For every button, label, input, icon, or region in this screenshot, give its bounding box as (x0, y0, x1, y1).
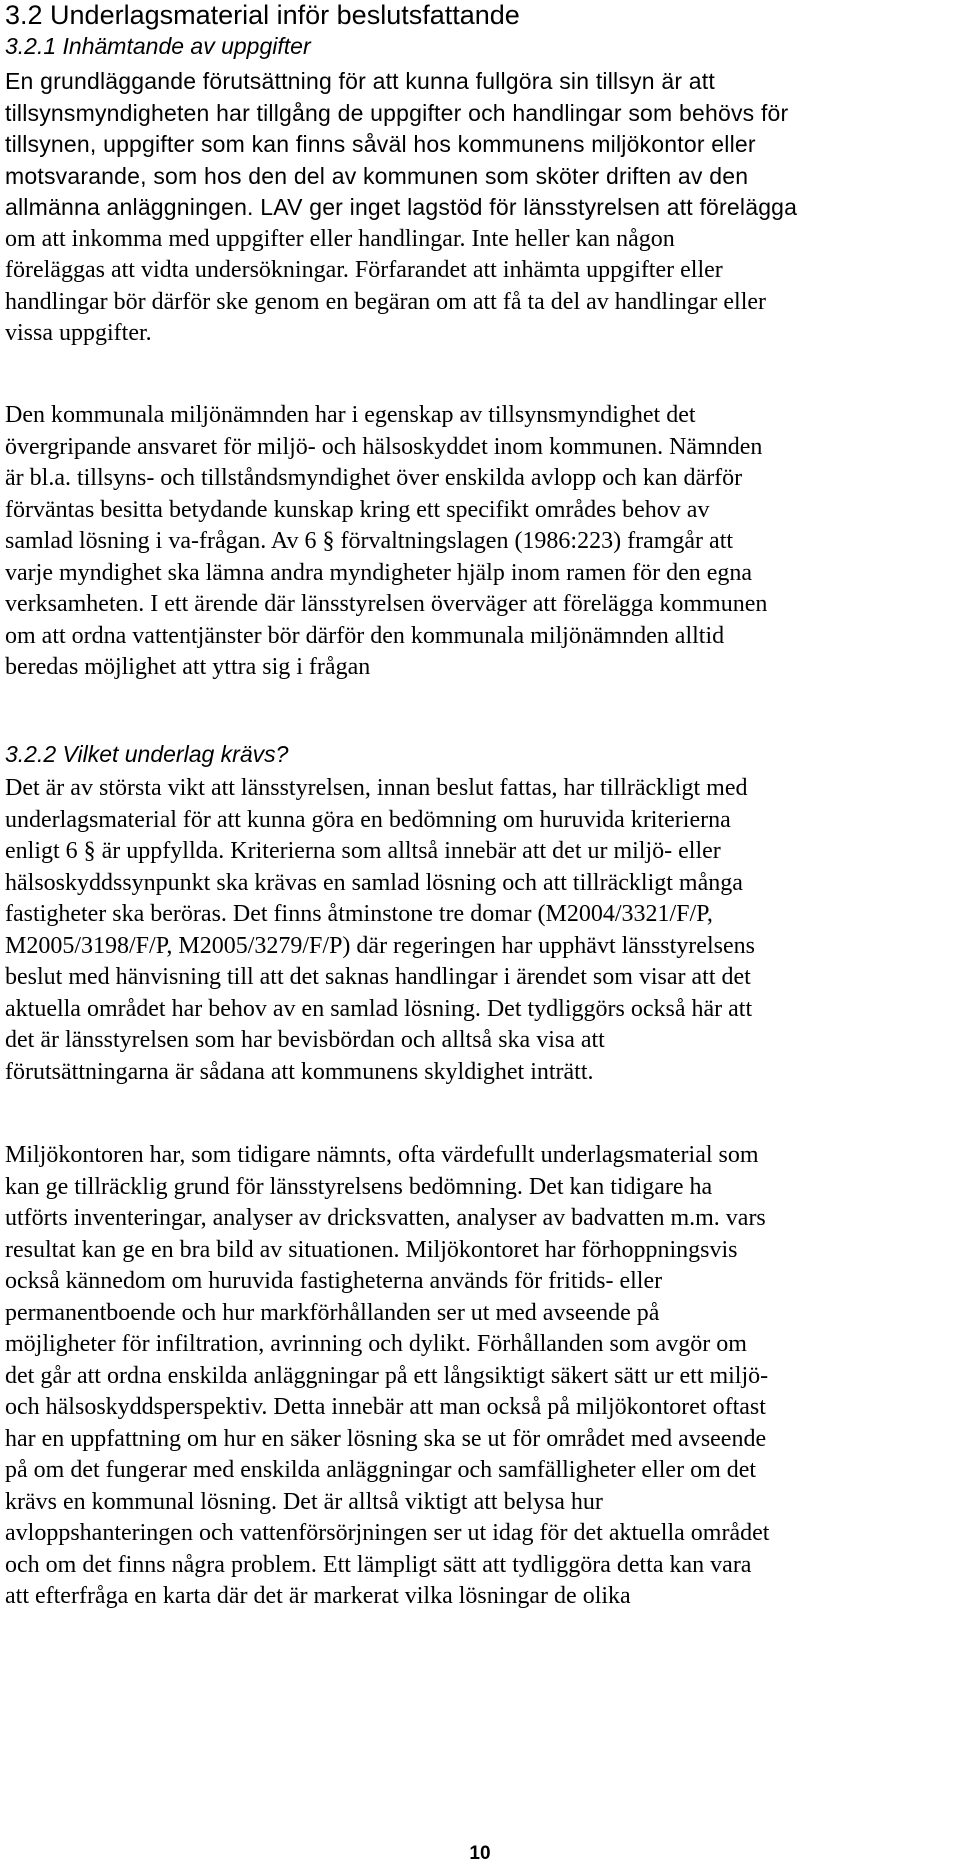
text-line: varje myndighet ska lämna andra myndigheter hjälp inom ramen för den egna (5, 559, 753, 586)
text-line: Den kommunala miljönämnden har i egenskap av tillsynsmyndighet det (5, 402, 696, 428)
text-line: resultat kan ge en bra bild av situationen. Miljökontoret har förhoppningsvis (5, 1236, 738, 1263)
page-number: 10 (469, 1843, 491, 1864)
text-line: tillsynen, uppgifter som kan finns såväl hos kommunens miljökontor eller (5, 131, 756, 157)
text-line: M2005/3198/F/P, M2005/3279/F/P) där regeringen har upphävt länsstyrelsens (5, 932, 755, 959)
text-line: föreläggas att vidta undersökningar. Förfarandet att inhämta uppgifter eller (5, 257, 723, 283)
text-line: handlingar bör därför ske genom en begäran om att få ta del av handlingar eller (5, 288, 767, 315)
section-heading: 3.2 Underlagsmaterial inför beslutsfattande (5, 0, 520, 30)
text-line: fastigheter ska beröras. Det finns åtminstone tre domar (M2004/3321/F/P, (5, 901, 713, 927)
text-line: det går att ordna enskilda anläggningar på ett långsiktigt säkert sätt ur ett miljö- (5, 1362, 769, 1389)
text-line: är bl.a. tillsyns- och tillståndsmyndighet över enskilda avlopp och kan därför (5, 465, 743, 491)
text-line: Det är av största vikt att länsstyrelsen, innan beslut fattas, har tillräckligt med (5, 775, 748, 801)
text-line: förutsättningarna är sådana att kommunens skyldighet inträtt. (5, 1058, 594, 1085)
text-line: Miljökontoren har, som tidigare nämnts, ofta värdefullt underlagsmaterial som (5, 1142, 759, 1168)
text-line: att efterfråga en karta där det är markerat vilka lösningar de olika (5, 1583, 631, 1609)
text-line: på om det fungerar med enskilda anläggningar och samfälligheter eller om det (5, 1457, 757, 1483)
text-line: det är länsstyrelsen som har bevisbördan och alltså ska visa att (5, 1027, 605, 1053)
text-line: En grundläggande förutsättning för att kunna fullgöra sin tillsyn är att (5, 68, 715, 94)
text-line: beslut med hänvisning till att det saknas handlingar i ärendet som visar att det (5, 964, 751, 990)
text-line: enligt 6 § är uppfyllda. Kriterierna som alltså innebär att det ur miljö- eller (5, 838, 721, 864)
text-line: vissa uppgifter. (5, 320, 152, 346)
text-line: och hälsoskyddsperspektiv. Detta innebär att man också på miljökontoret oftast (5, 1394, 766, 1420)
text-line: tillsynsmyndigheten har tillgång de uppgifter och handlingar som behövs för (5, 99, 789, 126)
subsection-2-heading: 3.2.2 Vilket underlag krävs? (5, 741, 289, 767)
text-line: avloppshanteringen och vattenförsörjningen ser ut idag för det aktuella området (5, 1520, 770, 1546)
subsection-1-paragraph-1 (5, 66, 797, 350)
text-line: har en uppfattning om hur en säker lösning ska se ut för området med avseende (5, 1425, 767, 1452)
text-line: och om det finns några problem. Ett lämpligt sätt att tydliggöra detta kan vara (5, 1551, 752, 1578)
text-line: övergripande ansvaret för miljö- och hälsoskyddet inom kommunen. Nämnden (5, 433, 763, 460)
text-line: samlad lösning i va-frågan. Av 6 § förvaltningslagen (1986:223) framgår att (5, 528, 734, 554)
text-line: förväntas besitta betydande kunskap kring ett specifikt områdes behov av (5, 496, 710, 523)
text-line: hälsoskyddssynpunkt ska krävas en samlad lösning och att tillräckligt många (5, 869, 743, 896)
text-line: om att inkomma med uppgifter eller handlingar. Inte heller kan någon (5, 225, 675, 252)
text-line: verksamheten. I ett ärende där länsstyrelsen överväger att förelägga kommunen (5, 591, 768, 617)
subsection-2-paragraph-2 (5, 1140, 769, 1613)
text-line: allmänna anläggningen. LAV ger inget lagstöd för länsstyrelsen att förelägga (5, 194, 798, 220)
text-line: beredas möjlighet att yttra sig i frågan (5, 654, 371, 680)
subsection-2-paragraph-1 (5, 773, 755, 1088)
text-line: aktuella området har behov av en samlad lösning. Det tydliggörs också här att (5, 995, 753, 1022)
text-line: kan ge tillräcklig grund för länsstyrelsens bedömning. Det kan tidigare ha (5, 1173, 713, 1200)
text-line: motsvarande, som hos den del av kommunen som sköter driften av den (5, 162, 749, 189)
text-line: permanentboende och hur markförhållanden ser ut med avseende på (5, 1299, 660, 1326)
subsection-1-heading: 3.2.1 Inhämtande av uppgifter (5, 33, 311, 59)
text-line: krävs en kommunal lösning. Det är alltså viktigt att belysa hur (5, 1488, 603, 1515)
text-line: utförts inventeringar, analyser av dricksvatten, analyser av badvatten m.m. vars (5, 1205, 766, 1231)
text-line: också kännedom om huruvida fastigheterna används för fritids- eller (5, 1268, 663, 1294)
text-line: underlagsmaterial för att kunna göra en bedömning om huruvida kriterierna (5, 806, 731, 833)
subsection-1-paragraph-2 (5, 400, 767, 684)
text-line: möjligheter för infiltration, avrinning och dylikt. Förhållanden som avgör om (5, 1331, 747, 1357)
text-line: om att ordna vattentjänster bör därför den kommunala miljönämnden alltid (5, 622, 725, 649)
